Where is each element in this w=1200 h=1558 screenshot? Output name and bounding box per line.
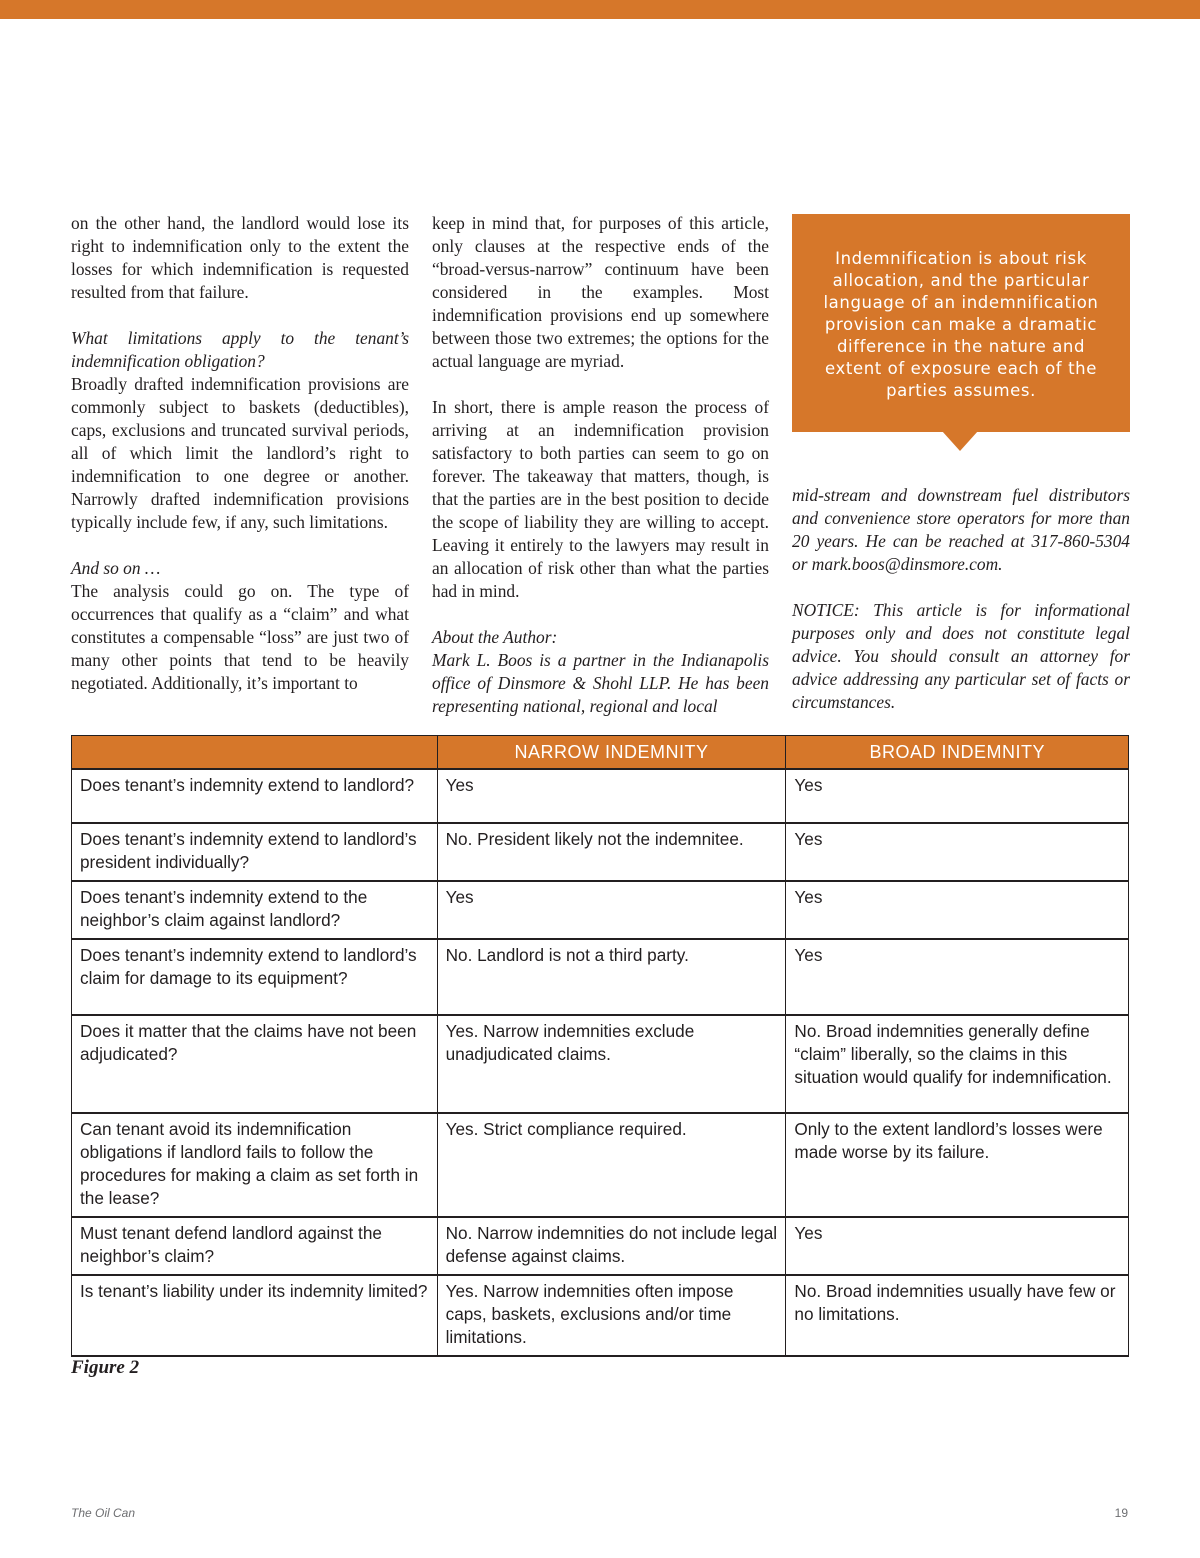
section-heading: What limitations apply to the tenant’s indemnification obligation? bbox=[71, 328, 409, 371]
article-column-3 bbox=[792, 484, 1130, 737]
table-row bbox=[72, 823, 1129, 881]
footer-publication-name: The Oil Can bbox=[71, 1506, 136, 1520]
table-cell-question: Must tenant defend landlord against the neighbor’s claim? bbox=[72, 1217, 438, 1275]
paragraph: on the other hand, the landlord would lose its right to indemnification only to the extent the losses for which indemnification is requested resulted from that failure. bbox=[71, 213, 409, 302]
table-cell-narrow: Yes bbox=[437, 881, 786, 939]
figure-caption: Figure 2 bbox=[71, 1357, 140, 1378]
table-cell-narrow: Yes. Narrow indemnities often impose caps, baskets, exclusions and/or time limitations. bbox=[437, 1275, 786, 1356]
table-row bbox=[72, 1275, 1129, 1356]
table-row bbox=[72, 881, 1129, 939]
pull-quote-callout bbox=[792, 214, 1130, 432]
table-cell-broad: Yes bbox=[786, 769, 1129, 823]
table-cell-question: Does it matter that the claims have not been adjudicated? bbox=[72, 1015, 438, 1113]
table-cell-question: Does tenant’s indemnity extend to landlord’s claim for damage to its equipment? bbox=[72, 939, 438, 1015]
table-cell-broad: No. Broad indemnities generally define “claim” liberally, so the claims in this situation would qualify for indemnification. bbox=[786, 1015, 1129, 1113]
paragraph: The analysis could go on. The type of occurrences that qualify as a “claim” and what constitutes a compensable “loss” are just two of many other points that tend to be heavily negotiated. Additionally, it’s important to bbox=[71, 581, 409, 693]
table-row bbox=[72, 939, 1129, 1015]
table-cell-question: Can tenant avoid its indemnification obligations if landlord fails to follow the procedures for making a claim as set forth in the lease? bbox=[72, 1113, 438, 1217]
author-bio: Mark L. Boos is a partner in the Indianapolis office of Dinsmore & Shohl LLP. He has been representing national, regional and local bbox=[432, 650, 769, 716]
table-row bbox=[72, 769, 1129, 823]
table-cell-narrow: Yes. Narrow indemnities exclude unadjudicated claims. bbox=[437, 1015, 786, 1113]
table-cell-broad: Yes bbox=[786, 1217, 1129, 1275]
section-block bbox=[71, 557, 409, 695]
paragraph: keep in mind that, for purposes of this article, only clauses at the respective ends of the “broad-versus-narrow” continuum have been considered in the examples. Most indemnification provisions end up somewhere between those two extremes; the options for the actual language are myriad. bbox=[432, 213, 769, 371]
table-cell-question: Is tenant’s liability under its indemnity limited? bbox=[72, 1275, 438, 1356]
table-cell-question: Does tenant’s indemnity extend to the neighbor’s claim against landlord? bbox=[72, 881, 438, 939]
table-cell-broad: Yes bbox=[786, 823, 1129, 881]
paragraph: Broadly drafted indemnification provisions are commonly subject to baskets (deductibles), caps, exclusions and truncated survival periods, all of which limit the landlord’s right to indemnification to one degree or another. Narrowly drafted indemnification provisions typically include few, if any, such limitations. bbox=[71, 374, 409, 532]
table-cell-broad: Yes bbox=[786, 881, 1129, 939]
author-bio-continued: mid-stream and downstream fuel distributors and convenience store operators for more than 20 years. He can be reached at 317-860-5304 or mark.boos@dinsmore.com. bbox=[792, 485, 1130, 574]
table-header-row bbox=[72, 736, 1129, 770]
author-block bbox=[432, 626, 769, 718]
legal-notice: NOTICE: This article is for informational purposes only and does not constitute legal advice. You should consult an attorney for advice addressing any particular set of facts or circumstances. bbox=[792, 600, 1130, 712]
article-column-1 bbox=[71, 212, 409, 718]
table-header-broad: BROAD INDEMNITY bbox=[786, 736, 1129, 770]
table-header-narrow: NARROW INDEMNITY bbox=[437, 736, 786, 770]
table-cell-narrow: No. President likely not the indemnitee. bbox=[437, 823, 786, 881]
paragraph: In short, there is ample reason the process of arriving at an indemnification provision satisfactory to both parties can seem to go on forever. The takeaway that matters, though, is that the parties are in the best position to decide the scope of liability they are willing to accept. Leaving it entirely to the lawyers may result in an allocation of risk other than what the parties had in mind. bbox=[432, 397, 769, 601]
table-cell-narrow: No. Landlord is not a third party. bbox=[437, 939, 786, 1015]
table-cell-broad: Yes bbox=[786, 939, 1129, 1015]
indemnity-comparison-table bbox=[71, 735, 1129, 1357]
table-row bbox=[72, 1217, 1129, 1275]
table-cell-narrow: Yes bbox=[437, 769, 786, 823]
pull-quote-text: Indemnification is about risk allocation, and the particular language of an indemnification provision can make a dramatic difference in the nature and extent of exposure each of the parties assumes. bbox=[823, 249, 1099, 400]
table-header-question bbox=[72, 736, 438, 770]
callout-pointer bbox=[942, 431, 978, 451]
table-row bbox=[72, 1015, 1129, 1113]
section-block bbox=[71, 327, 409, 534]
table-cell-narrow: No. Narrow indemnities do not include legal defense against claims. bbox=[437, 1217, 786, 1275]
section-heading: And so on … bbox=[71, 558, 161, 578]
table-cell-question: Does tenant’s indemnity extend to landlord’s president individually? bbox=[72, 823, 438, 881]
table-cell-broad: Only to the extent landlord’s losses were made worse by its failure. bbox=[786, 1113, 1129, 1217]
table-cell-question: Does tenant’s indemnity extend to landlord? bbox=[72, 769, 438, 823]
top-accent-bar bbox=[0, 0, 1200, 19]
table-cell-broad: No. Broad indemnities usually have few or no limitations. bbox=[786, 1275, 1129, 1356]
footer-page-number: 19 bbox=[1114, 1506, 1128, 1520]
table-row bbox=[72, 1113, 1129, 1217]
table-cell-narrow: Yes. Strict compliance required. bbox=[437, 1113, 786, 1217]
author-heading: About the Author: bbox=[432, 627, 558, 647]
article-column-2 bbox=[432, 212, 769, 741]
